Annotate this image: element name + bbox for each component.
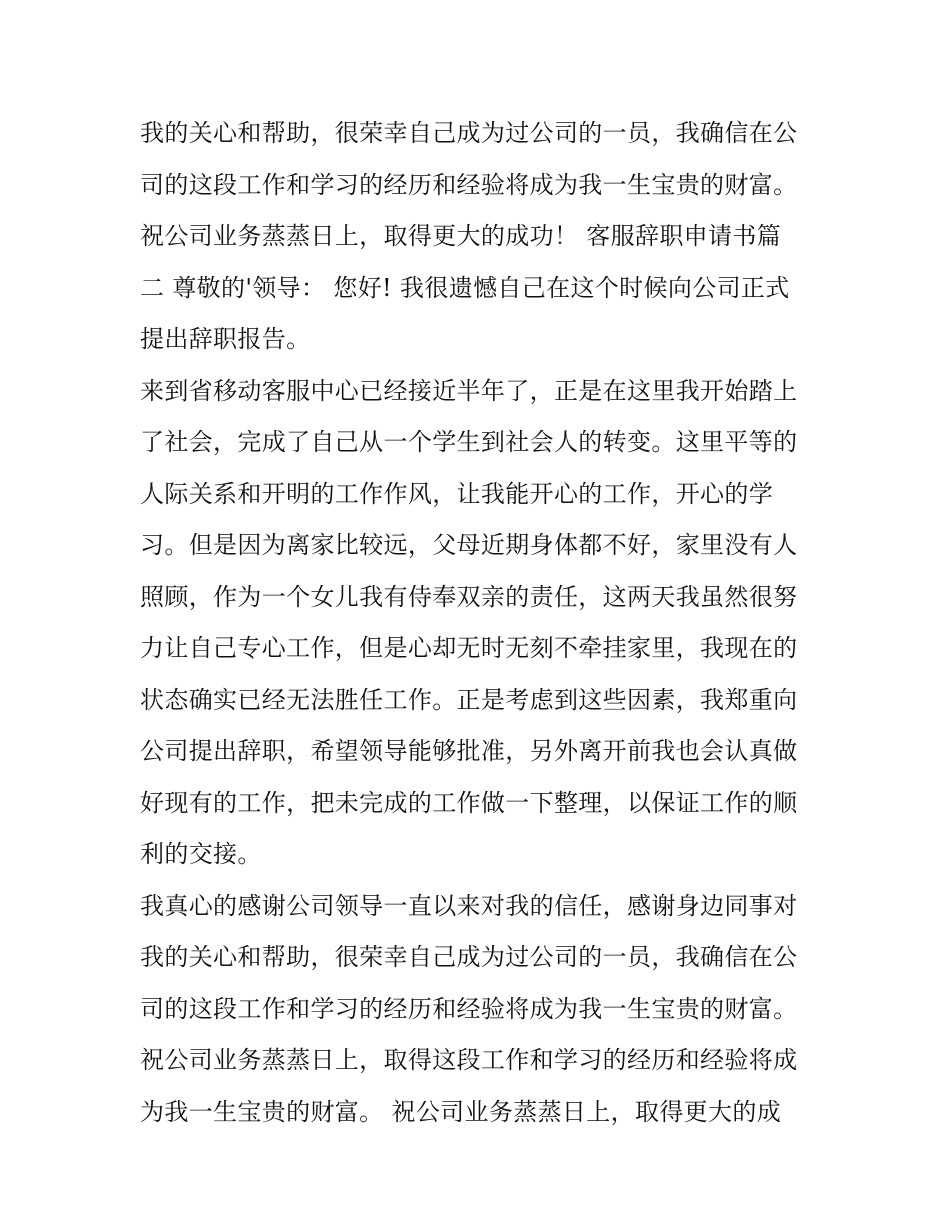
text-line: 了社会，完成了自己从一个学生到社会人的转变。这里平等的	[140, 428, 798, 456]
text-line: 二 尊敬的'领导： 您好! 我很遗憾自己在这个时候向公司正式	[140, 273, 790, 302]
text-line: 我的关心和帮助，很荣幸自己成为过公司的一员，我确信在公	[140, 943, 798, 971]
text-line: 好现有的工作，把未完成的工作做一下整理，以保证工作的顺	[140, 788, 798, 817]
text-line: 司的这段工作和学习的经历和经验将成为我一生宝贵的财富。	[140, 170, 798, 199]
text-line: 公司提出辞职，希望领导能够批准，另外离开前我也会认真做	[140, 737, 798, 765]
text-line: 力让自己专心工作，但是心却无时无刻不牵挂家里，我现在的	[140, 634, 798, 662]
text-line: 来到省移动客服中心已经接近半年了，正是在这里我开始踏上	[140, 376, 798, 405]
text-line: 提出辞职报告。	[140, 325, 311, 353]
text-line: 为我一生宝贵的财富。 祝公司业务蒸蒸日上，取得更大的成	[140, 1097, 782, 1126]
text-line: 照顾，作为一个女儿我有侍奉双亲的责任，这两天我虽然很努	[140, 582, 798, 611]
text-line: 祝公司业务蒸蒸日上，取得这段工作和学习的经历和经验将成	[140, 1046, 798, 1074]
document-body-text	[140, 108, 820, 1138]
text-line: 我真心的感谢公司领导一直以来对我的信任，感谢身边同事对	[140, 891, 798, 920]
text-line: 祝公司业务蒸蒸日上，取得更大的成功！ 客服辞职申请书篇	[140, 222, 782, 250]
text-line: 习。但是因为离家比较远，父母近期身体都不好，家里没有人	[140, 531, 798, 559]
text-line: 利的交接。	[140, 840, 262, 868]
text-line: 人际关系和开明的工作作风，让我能开心的工作，开心的学	[140, 479, 774, 508]
text-line: 司的这段工作和学习的经历和经验将成为我一生宝贵的财富。	[140, 994, 798, 1023]
text-line: 我的关心和帮助，很荣幸自己成为过公司的一员，我确信在公	[140, 119, 798, 147]
text-line: 状态确实已经无法胜任工作。正是考虑到这些因素，我郑重向	[140, 685, 798, 714]
